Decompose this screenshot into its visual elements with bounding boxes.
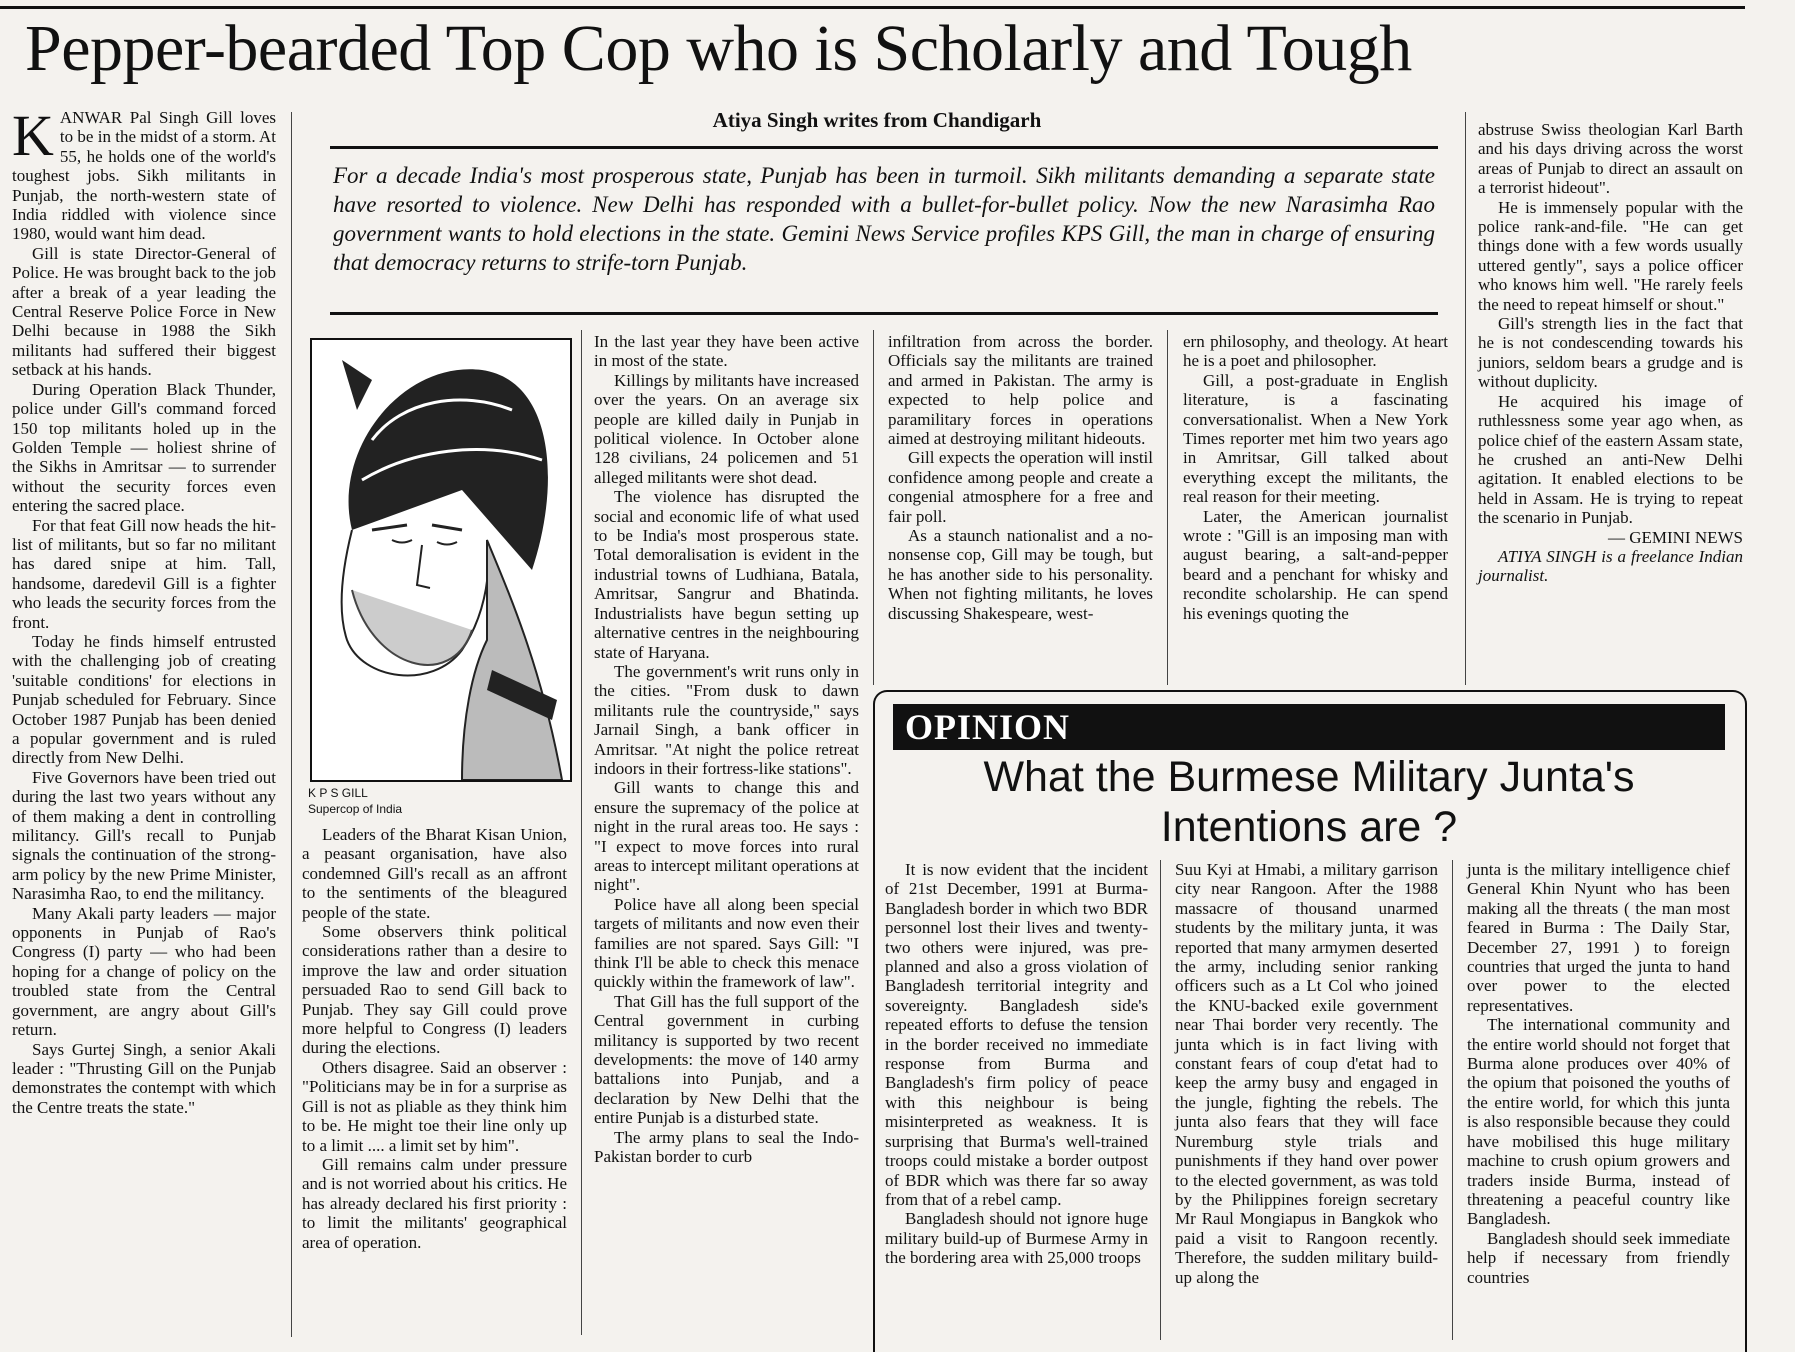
paragraph: Gill expects the operation will instil confidence among people and create a congenial atmosphere for a free and fair poll. bbox=[888, 448, 1153, 526]
column-divider bbox=[1167, 330, 1168, 685]
paragraph: The international community and the entire world should not forget that Burma alone produces over 40% of the opium that poisoned the youths of the entire world, for which this junta is also responsible because they could have mobilised this huge military machine to crush opium growers and traders inside Burma, instead of threatening a peaceful country like Bangladesh. bbox=[1467, 1015, 1730, 1229]
paragraph: As a staunch nationalist and a no-nonsense cop, Gill may be tough, but he has another side to his personality. When not fighting militants, he loves discussing Shakespeare, west- bbox=[888, 526, 1153, 623]
opinion-label: OPINION bbox=[893, 704, 1725, 750]
paragraph: For that feat Gill now heads the hit-list of militants, but so far no militant has dared snipe at him. Tall, handsome, daredevil Gill is a fighter who leads the security forces from the front. bbox=[12, 515, 276, 632]
deck-rule-bottom bbox=[330, 312, 1438, 315]
paragraph: Gill wants to change this and ensure the supremacy of the police at night in the rural areas too. He says : "I expect to move forces into rural areas to intercept militant operations at night". bbox=[594, 778, 859, 895]
paragraph: The violence has disrupted the social and economic life of what used to be India's most prosperous state. Total demoralisation is evident in the industrial towns of Ludhiana, Batala, Amritsar, Sangrur and Bhatinda. Industrialists have begun setting up alternative centres in the neighbouring state of Haryana. bbox=[594, 487, 859, 662]
portrait-illustration bbox=[310, 338, 572, 782]
paragraph: In the last year they have been active in most of the state. bbox=[594, 332, 859, 371]
paragraph: He is immensely popular with the police rank-and-file. "He can get things done with a few words usually uttered gently", says a police officer who knows him well. "He rarely feels the need to repeat himself or shout." bbox=[1478, 197, 1743, 314]
paragraph: Suu Kyi at Hmabi, a military garrison city near Rangoon. After the 1988 massacre of thousand unarmed students by the military junta, it was reported that many armymen deserted the army, including senior ranking officers such as a Lt Col who joined the KNU-backed exile government near Thai border very recently. The junta which is in fact living with constant fears of coup d'etat had to keep the army busy and engaged in the jungle, fighting the rebels. The junta also fears that they will face Nuremburg style trials and punishments if they hand over power to the elected government, as was told by the Philippines foreign secretary Mr Raul Mongiapus in Bangkok who paid a visit to Rangoon recently. Therefore, the sudden military build-up along the bbox=[1175, 860, 1438, 1287]
caption-title: Supercop of India bbox=[308, 802, 403, 816]
paragraph: Five Governors have been tried out during the last two years without any of them making a dent in controlling militancy. Gill's recall to Punjab signals the continuation of the strong-arm policy by the new Prime Minister, Narasimha Rao, to end the militancy. bbox=[12, 767, 276, 904]
paragraph: abstruse Swiss theologian Karl Barth and his days driving across the worst areas of Punjab to direct an assault on a terrorist hideout". bbox=[1478, 120, 1743, 198]
column-divider bbox=[291, 112, 292, 1337]
opinion-headline: What the Burmese Military Junta's Intentions are ? bbox=[983, 753, 1635, 851]
paragraph: The army plans to seal the Indo-Pakistan border to curb bbox=[594, 1127, 859, 1167]
paragraph: Bangladesh should not ignore huge military build-up of Burmese Army in the bordering area with 25,000 troops bbox=[885, 1209, 1148, 1268]
paragraph: It is now evident that the incident of 21st December, 1991 at Burma-Bangladesh border in which two BDR personnel lost their lives and twenty-two others were injured, was pre-planned and also a gross violation of Bangladesh territorial integrity and sovereignty. Bangladesh side's repeated efforts to defuse the tension in the border received no immediate response from Burma and Bangladesh's firm policy of peace with this neighbour is being misinterpreted as weakness. It is surprising that Burma's well-trained troops could mistake a border outpost of BDR which was there far so away from that of a rebel camp. bbox=[885, 860, 1148, 1209]
article-column-2 bbox=[302, 825, 567, 1252]
paragraph: Many Akali party leaders — major opponents in Punjab of Rao's Congress (I) party — who had been hoping for a change of policy on the troubled state from the Central government, are angry about Gill's return. bbox=[12, 903, 276, 1040]
paragraph: Others disagree. Said an observer : "Politicians may be in for a surprise as Gill is not as pliable as they think him to be. He might toe their line only up to a limit .... a limit set by him". bbox=[302, 1057, 567, 1155]
column-divider bbox=[581, 330, 582, 1335]
paragraph: Bangladesh should seek immediate help if necessary from friendly countries bbox=[1467, 1228, 1730, 1287]
paragraph: During Operation Black Thunder, police under Gill's command forced 150 top militants holed up in the Golden Temple — holiest shrine of the Sikhs in Amritsar — to surrender without the security forces even entering the sacred place. bbox=[12, 379, 276, 516]
deck-rule-top bbox=[330, 146, 1438, 149]
author-note: ATIYA SINGH is a freelance Indian journalist. bbox=[1478, 546, 1743, 586]
photo-caption bbox=[308, 785, 568, 817]
column-divider bbox=[1452, 860, 1453, 1340]
paragraph: He acquired his image of ruthlessness some year ago when, as police chief of the eastern Assam state, he crushed an anti-New Delhi agitation. It enabled elections to be held in Assam. He is trying to repeat the scenario in Punjab. bbox=[1478, 391, 1743, 528]
column-divider bbox=[1465, 112, 1466, 685]
article-column-4 bbox=[888, 332, 1153, 623]
article-column-3 bbox=[594, 332, 859, 1166]
article-column-5 bbox=[1183, 332, 1448, 623]
credit: — GEMINI NEWS bbox=[1607, 527, 1743, 547]
paragraph: Killings by militants have increased over the years. On an average six people are killed daily in Punjab in political violence. In October alone 128 civilians, 24 policemen and 51 alleged militants were shot dead. bbox=[594, 370, 859, 487]
paragraph: Gill, a post-graduate in English literature, is a fascinating conversationalist. When a New York Times reporter met him two years ago in Amritsar, Gill talked about everything except the militants, the real reason for their meeting. bbox=[1183, 370, 1448, 507]
portrait-sketch bbox=[312, 340, 570, 780]
paragraph: Says Gurtej Singh, a senior Akali leader : "Thrusting Gill on the Punjab demonstrates the contempt with which the Centre treats the state." bbox=[12, 1039, 276, 1117]
article-column-6 bbox=[1478, 120, 1743, 586]
paragraph: The government's writ runs only in the cities. "From dusk to dawn militants rule the countryside," says Jarnail Singh, a bank officer in Amritsar. "At night the police retreat indoors in their fortress-like stations". bbox=[594, 661, 859, 778]
paragraph: Police have all along been special targets of militants and now even their families are not spared. Says Gill: "I think I'll be able to check this menace quickly within the framework of law". bbox=[594, 894, 859, 992]
opinion-column-2 bbox=[1175, 860, 1438, 1287]
paragraph: That Gill has the full support of the Central government in curbing militancy is supported by two recent developments: the move of 140 army battalions into Punjab, and a declaration by New Delhi that the entire Punjab is a disturbed state. bbox=[594, 991, 859, 1128]
deck: For a decade India's most prosperous state, Punjab has been in turmoil. Sikh militants demanding a separate state have resorted to violence. New Delhi has responded with a bullet-for-bullet policy. Now the new Narasimha Rao government wants to hold elections in the state. Gemini News Service profiles KPS Gill, the man in charge of ensuring that democracy returns to strife-torn Punjab. bbox=[333, 163, 1435, 275]
top-rule bbox=[0, 6, 1745, 9]
paragraph: Gill is state Director-General of Police. He was brought back to the job after a break of a year leading the Central Reserve Police Force in New Delhi because in 1988 the Sikh militants had suffered their biggest setback at his hands. bbox=[12, 243, 276, 380]
drop-cap: K bbox=[12, 103, 54, 168]
paragraph: Leaders of the Bharat Kisan Union, a peasant organisation, have also condemned Gill's recall as an affront to the sentiments of the bleagured people of the state. bbox=[302, 825, 567, 922]
paragraph: Today he finds himself entrusted with the challenging job of creating 'suitable conditions' for elections in Punjab scheduled for February. Since October 1987 Punjab has been denied a popular government and is ruled directly from New Delhi. bbox=[12, 631, 276, 768]
column-divider bbox=[873, 330, 874, 685]
opinion-column-1 bbox=[885, 860, 1148, 1268]
paragraph: infiltration from across the border. Officials say the militants are trained and armed in Pakistan. The army is expected to help police and paramilitary forces in operations aimed at destroying militant hideouts. bbox=[888, 332, 1153, 449]
paragraph: Later, the American journalist wrote : "Gill is an imposing man with august bearing, a salt-and-pepper beard and a penchant for whisky and recondite scholarship. He can spend his evenings quoting the bbox=[1183, 506, 1448, 623]
article-column-1 bbox=[12, 103, 276, 1117]
paragraph: Some observers think political considerations rather than a desire to improve the law and order situation persuaded Rao to send Gill back to Punjab. They say Gill could prove more helpful to Congress (I) leaders during the elections. bbox=[302, 922, 567, 1058]
column-divider bbox=[1160, 860, 1161, 1340]
caption-name: K P S GILL bbox=[308, 786, 368, 800]
opinion-column-3 bbox=[1467, 860, 1730, 1287]
byline: Atiya Singh writes from Chandigarh bbox=[712, 108, 1042, 132]
headline: Pepper-bearded Top Cop who is Scholarly and Tough bbox=[25, 12, 1412, 85]
paragraph: junta is the military intelligence chief General Khin Nyunt who has been making all the threats ( the man most feared in Burma : The Daily Star, December 27, 1991 ) to foreign countries that urged the junta to hand over power to the elected representatives. bbox=[1467, 860, 1730, 1015]
paragraph: Gill's strength lies in the fact that he is not condescending towards his juniors, seldom bears a grudge and is without duplicity. bbox=[1478, 314, 1743, 392]
paragraph: Gill remains calm under pressure and is not worried about his critics. He has already declared his first priority : to limit the militants' geographical area of operation. bbox=[302, 1154, 567, 1252]
paragraph: ANWAR Pal Singh Gill loves to be in the midst of a storm. At 55, he holds one of the world's toughest jobs. Sikh militants in Punjab, the north-western state of India riddled with violence since 1980, would want him dead. bbox=[12, 108, 276, 244]
paragraph: ern philosophy, and theology. At heart he is a poet and philosopher. bbox=[1183, 332, 1448, 371]
